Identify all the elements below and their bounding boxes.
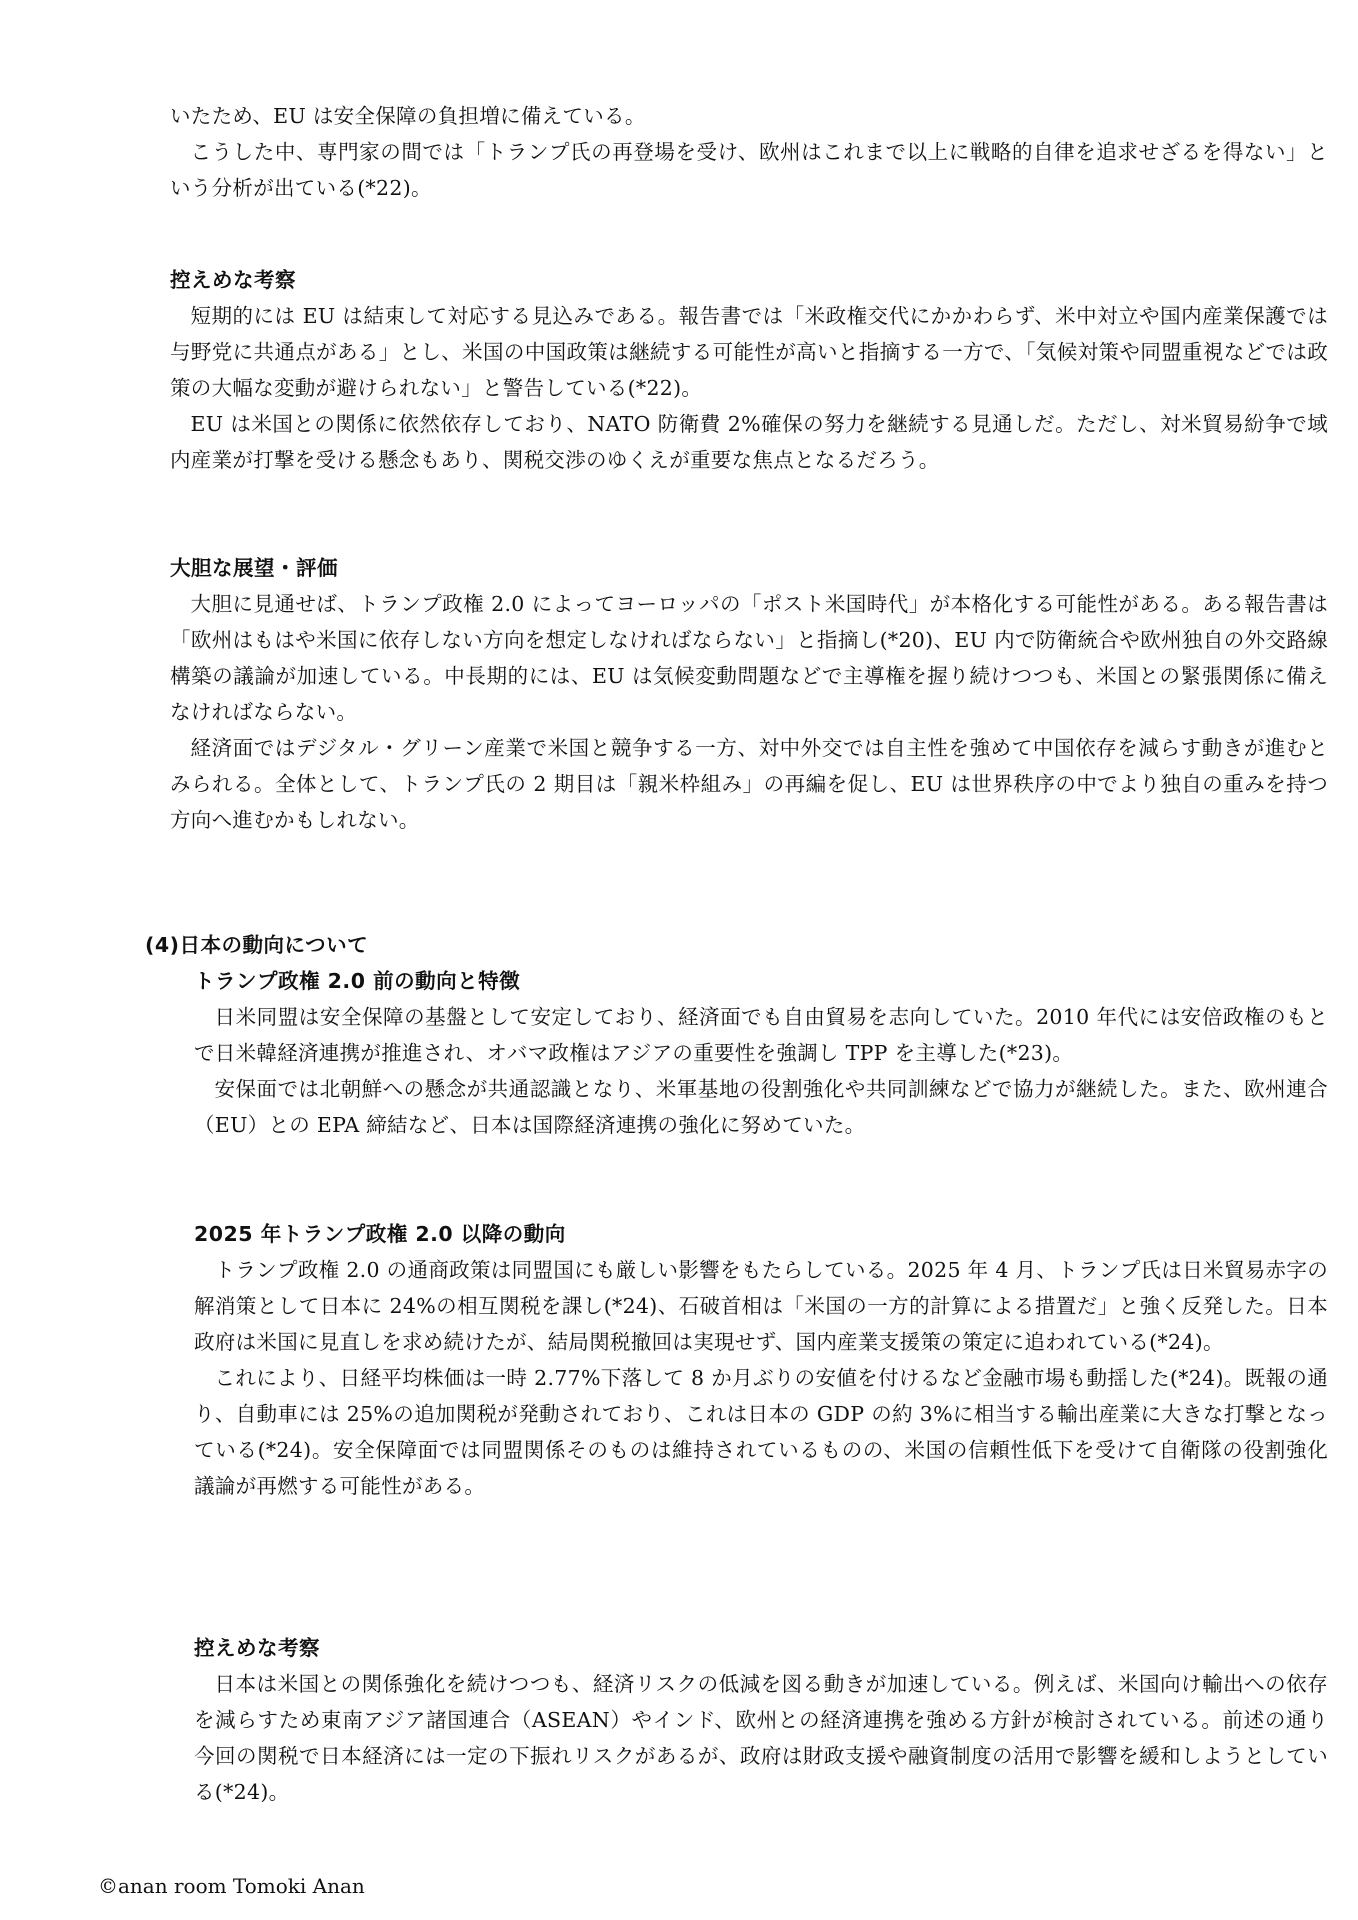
eu-modest-paragraph-1: 短期的には EU は結束して対応する見込みである。報告書では「米政権交代にかかわらず、米中対立や国内産業保護では与野党に共通点がある」とし、米国の中国政策は継続する可能性が高いと指摘する一方で、「気候対策や同盟重視などでは政策の大幅な変動が避けられない」と警告している(*22)。 [170, 304, 1328, 400]
japan-modest-heading: 控えめな考察 [194, 1636, 320, 1660]
japan-post-heading: 2025 年トランプ政権 2.0 以降の動向 [194, 1222, 566, 1246]
japan-section-title-block [145, 927, 1328, 963]
eu-modest-paragraph-2: EU は米国との関係に依然依存しており、NATO 防衛費 2%確保の努力を継続する見通しだ。ただし、対米貿易紛争で域内産業が打撃を受ける懸念もあり、関税交渉のゆくえが重要な焦点となるだろう。 [170, 412, 1328, 472]
japan-modest-section [194, 1630, 1328, 1810]
eu-intro-continuation: いたため、EU は安全保障の負担増に備えている。 [170, 104, 646, 128]
japan-pre-paragraph-1: 日米同盟は安全保障の基盤として安定しており、経済面でも自由貿易を志向していた。2010 年代には安倍政権のもとで日米韓経済連携が推進され、オバマ政権はアジアの重要性を強調し TPP を主導した(*23)。 [194, 1005, 1328, 1065]
eu-bold-section [170, 550, 1328, 838]
footer-copyright: ©anan room Tomoki Anan [98, 1874, 365, 1898]
eu-bold-paragraph-1: 大胆に見通せば、トランプ政権 2.0 によってヨーロッパの「ポスト米国時代」が本格化する可能性がある。ある報告書は「欧州はもはや米国に依存しない方向を想定しなければならない」と指摘し(*20)、EU 内で防衛統合や欧州独自の外交路線構築の議論が加速している。中長期的には、EU は気候変動問題などで主導権を握り続けつつも、米国との緊張関係に備えなければならない。 [170, 592, 1328, 724]
eu-intro-paragraph: こうした中、専門家の間では「トランプ氏の再登場を受け、欧州はこれまで以上に戦略的自律を追求せざるを得ない」という分析が出ている(*22)。 [170, 140, 1328, 200]
eu-bold-paragraph-2: 経済面ではデジタル・グリーン産業で米国と競争する一方、対中外交では自主性を強めて中国依存を減らす動きが進むとみられる。全体として、トランプ氏の 2 期目は「親米枠組み」の再編を促し、EU は世界秩序の中でより独自の重みを持つ方向へ進むかもしれない。 [170, 736, 1328, 832]
eu-intro-block [170, 98, 1328, 206]
eu-modest-heading: 控えめな考察 [170, 268, 296, 292]
japan-pre-heading: トランプ政権 2.0 前の動向と特徴 [194, 969, 521, 993]
japan-section-title: (4)日本の動向について [145, 933, 369, 957]
japan-post-paragraph-1: トランプ政権 2.0 の通商政策は同盟国にも厳しい影響をもたらしている。2025 年 4 月、トランプ氏は日米貿易赤字の解消策として日本に 24%の相互関税を課し(*24)、石破首相は「米国の一方的計算による措置だ」と強く反発した。日本政府は米国に見直しを求め続けたが、結局関税撤回は実現せず、国内産業支援策の策定に追われている(*24)。 [194, 1258, 1328, 1354]
japan-post-section [194, 1216, 1328, 1504]
japan-post-paragraph-2: これにより、日経平均株価は一時 2.77%下落して 8 か月ぶりの安値を付けるなど金融市場も動揺した(*24)。既報の通り、自動車には 25%の追加関税が発動されており、これは日本の GDP の約 3%に相当する輸出産業に大きな打撃となっている(*24)。安全保障面では同盟関係そのものは維持されているものの、米国の信頼性低下を受けて自衛隊の役割強化議論が再燃する可能性がある。 [194, 1366, 1328, 1498]
japan-modest-paragraph-1: 日本は米国との関係強化を続けつつも、経済リスクの低減を図る動きが加速している。例えば、米国向け輸出への依存を減らすため東南アジア諸国連合（ASEAN）やインド、欧州との経済連携を強める方針が検討されている。前述の通り今回の関税で日本経済には一定の下振れリスクがあるが、政府は財政支援や融資制度の活用で影響を緩和しようとしている(*24)。 [194, 1672, 1328, 1804]
japan-pre-section [194, 963, 1328, 1143]
eu-modest-section [170, 262, 1328, 478]
japan-pre-paragraph-2: 安保面では北朝鮮への懸念が共通認識となり、米軍基地の役割強化や共同訓練などで協力が継続した。また、欧州連合（EU）との EPA 締結など、日本は国際経済連携の強化に努めていた。 [194, 1077, 1328, 1137]
eu-bold-heading: 大胆な展望・評価 [170, 556, 338, 580]
